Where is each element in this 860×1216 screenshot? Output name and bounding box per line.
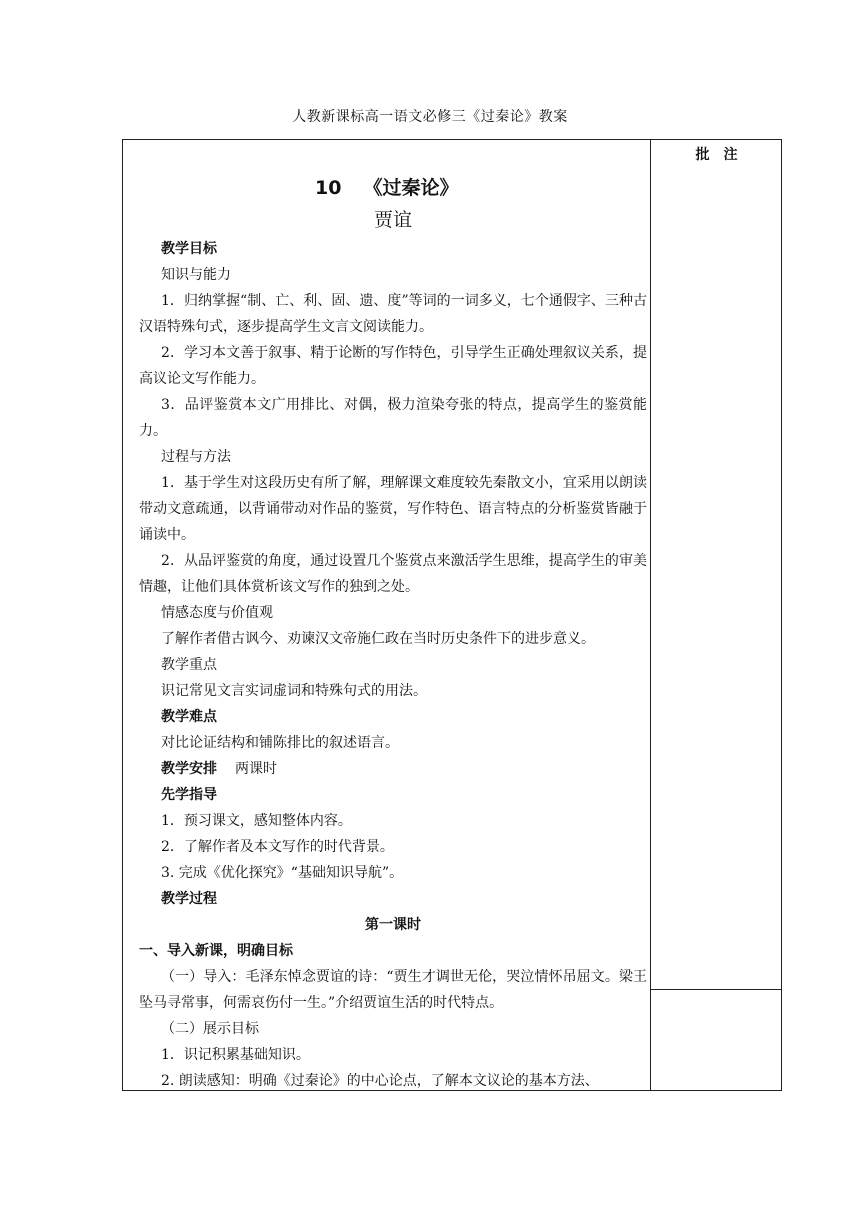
paragraph: 对比论证结构和铺陈排比的叙述语言。 xyxy=(161,735,399,751)
paragraph: 1．基于学生对这段历史有所了解，理解课文难度较先秦散文小，宜采用以朗读带动文意疏通，以背诵带动对作品的鉴赏，写作特色、语言特点的分析鉴赏皆融于诵读中。 xyxy=(139,475,647,543)
paragraph: 识记常见文言实词虚词和特殊句式的用法。 xyxy=(161,683,427,699)
list-item: 2．了解作者及本文写作的时代背景。 xyxy=(161,839,394,855)
section-heading: 教学目标 xyxy=(161,241,217,257)
section-heading: 教学过程 xyxy=(161,891,217,907)
author: 贾谊 xyxy=(373,209,412,231)
schedule-value: 两课时 xyxy=(235,761,277,777)
subsection-heading: 过程与方法 xyxy=(161,449,231,465)
subsection-heading: 知识与能力 xyxy=(161,267,231,283)
paragraph: 2．从品评鉴赏的角度，通过设置几个鉴赏点来激活学生思维，提高学生的审美情趣，让他们具体赏析该文写作的独到之处。 xyxy=(139,553,647,595)
notes-column-heading: 批 注 xyxy=(695,147,738,163)
subsection-heading: （二）展示目标 xyxy=(161,1021,259,1037)
list-item: 1．预习课文，感知整体内容。 xyxy=(161,813,352,829)
step-heading: 一、导入新课，明确目标 xyxy=(139,943,293,959)
period-heading: 第一课时 xyxy=(365,917,421,933)
subsection-heading: 教学重点 xyxy=(161,657,217,673)
list-item: 2. 朗读感知：明确《过秦论》的中心论点，了解本文议论的基本方法、 xyxy=(161,1073,599,1089)
lesson-number: 10 xyxy=(315,177,342,199)
notes-cell-divider xyxy=(650,989,782,990)
section-heading xyxy=(139,756,647,782)
section-heading: 先学指导 xyxy=(161,787,217,803)
subsection-heading: 情感态度与价值观 xyxy=(161,605,273,621)
list-item: 1．识记积累基础知识。 xyxy=(161,1047,310,1063)
lesson-title xyxy=(139,174,647,202)
list-item: 3. 完成《优化探究》“基础知识导航”。 xyxy=(161,865,404,881)
lesson-plan-table xyxy=(122,139,782,1091)
paragraph: 2．学习本文善于叙事、精于论断的写作特色，引导学生正确处理叙议关系，提高议论文写作能力。 xyxy=(139,345,647,387)
lesson-name: 《过秦论》 xyxy=(363,177,459,199)
paragraph: 3．品评鉴赏本文广用排比、对偶，极力渲染夸张的特点，提高学生的鉴赏能力。 xyxy=(139,397,647,439)
paragraph: （一）导入：毛泽东悼念贾谊的诗：“贾生才调世无伦，哭泣情怀吊屈文。梁王坠马寻常事，何需哀伤付一生。”介绍贾谊生活的时代特点。 xyxy=(139,969,647,1011)
page-header: 人教新课标高一语文必修三《过秦论》教案 xyxy=(292,109,568,125)
paragraph: 了解作者借古讽今、劝谏汉文帝施仁政在当时历史条件下的进步意义。 xyxy=(161,631,595,647)
lesson-content xyxy=(139,174,647,1094)
section-heading: 教学难点 xyxy=(161,709,217,725)
column-divider xyxy=(650,140,651,1090)
schedule-label: 教学安排 xyxy=(161,761,217,777)
paragraph: 1．归纳掌握“制、亡、利、固、遗、度”等词的一词多义，七个通假字、三种古汉语特殊句式，逐步提高学生文言文阅读能力。 xyxy=(139,293,647,335)
